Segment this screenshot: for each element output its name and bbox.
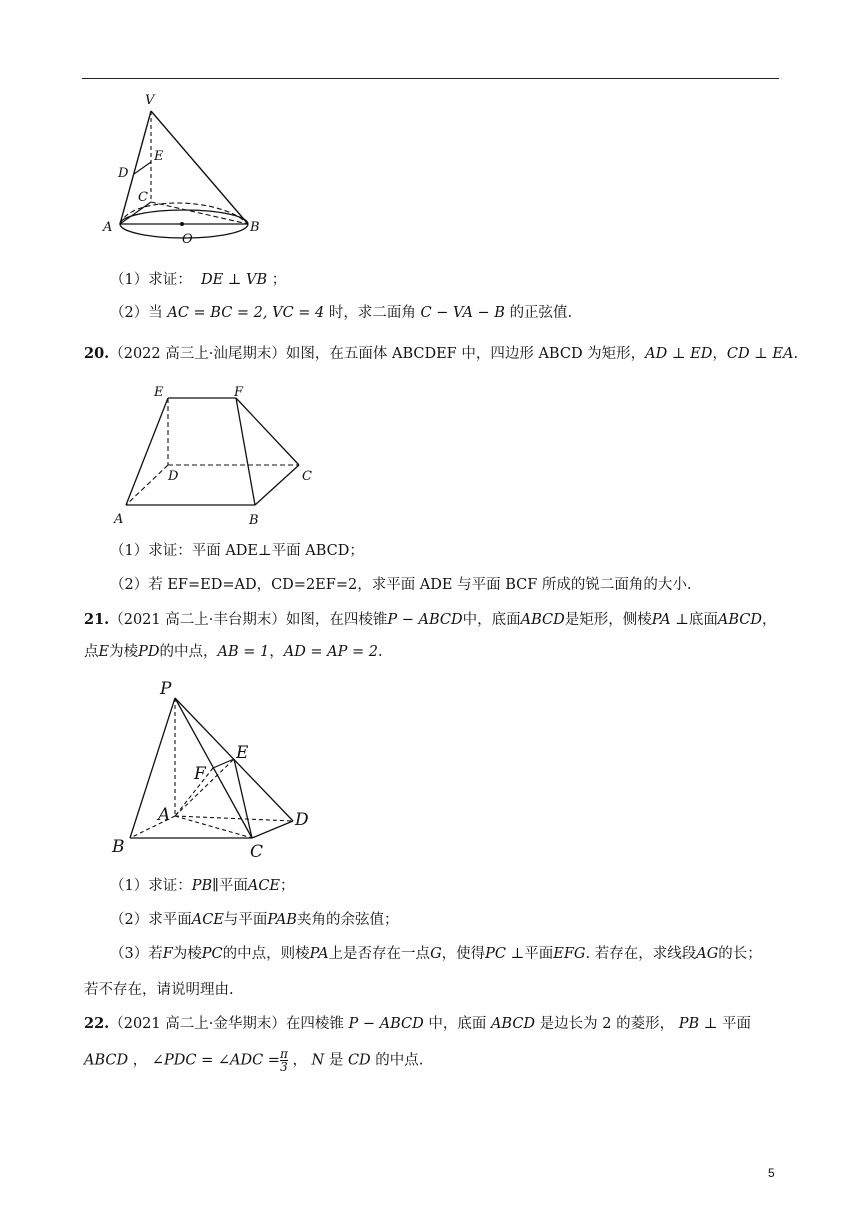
q22-stem-line1: 22.（2021 高二上·金华期末）在四棱锥 P − ABCD 中，底面 ABCD 是边长为 2 的菱形， PB ⊥ 平面 [84, 1015, 752, 1032]
label-E: E [236, 743, 249, 763]
cone-figure [100, 88, 275, 248]
header-rule [82, 78, 779, 79]
label-V: V [145, 93, 155, 108]
label-A: A [103, 220, 113, 235]
label-C: C [302, 469, 312, 484]
label-F: F [234, 385, 244, 400]
q20-part2: （2）若 EF=ED=AD，CD=2EF=2，求平面 ADE 与平面 BCF 所成的锐二面角的大小. [110, 577, 692, 593]
pi-over-3-fraction: $\frac{\pi}{3}$ [279, 1047, 288, 1074]
pentahedron-figure [108, 382, 328, 532]
label-E: E [154, 385, 164, 400]
q19-part1: （1）求证： DE ⊥ VB ； [110, 272, 287, 288]
label-E: E [154, 149, 164, 164]
label-D: D [295, 810, 309, 830]
label-B: B [250, 220, 260, 235]
label-C: C [138, 190, 148, 205]
q21-part3: （3）若F为棱PC的中点，则棱PA上是否存在一点G，使得PC ⊥平面EFG. 若存在，求线段AG的长； [110, 946, 762, 962]
label-O: O [182, 232, 193, 247]
q21-part3-cont: 若不存在，请说明理由. [84, 982, 234, 998]
q21-part2: （2）求平面ACE与平面PAB夹角的余弦值； [110, 912, 399, 928]
label-B: B [249, 513, 259, 528]
q20-part1: （1）求证：平面 ADE⊥平面 ABCD； [110, 543, 364, 559]
label-P: P [160, 679, 172, 699]
q21-stem-line2: 点E为棱PD的中点，AB = 1，AD = AP = 2. [84, 644, 383, 660]
q21-part1: （1）求证：PB∥平面ACE； [110, 878, 295, 894]
label-D: D [168, 469, 179, 484]
page-number: 5 [768, 1166, 775, 1180]
label-C: C [250, 842, 264, 861]
label-F: F [194, 764, 206, 784]
label-A: A [158, 805, 171, 825]
q19-part2: （2）当 AC = BC = 2, VC = 4 时，求二面角 C − VA − B 的正弦值. [110, 305, 573, 321]
label-A: A [114, 512, 124, 527]
q20-stem: 20.（2022 高三上·汕尾期末）如图，在五面体 ABCDEF 中，四边形 ABCD 为矩形，AD ⊥ ED，CD ⊥ EA. [84, 345, 799, 362]
label-B: B [112, 837, 125, 857]
q22-stem-line2: ABCD ， ∠PDC = ∠ADC = $\frac{\pi}{3}$ ， N 是 CD 的中点. [84, 1047, 424, 1074]
q21-stem-line1: 21.（2021 高二上·丰台期末）如图，在四棱锥P − ABCD中，底面ABCD是矩形，侧棱PA ⊥底面ABCD， [84, 611, 777, 628]
label-D: D [118, 166, 129, 181]
pyramid-figure [108, 676, 328, 861]
